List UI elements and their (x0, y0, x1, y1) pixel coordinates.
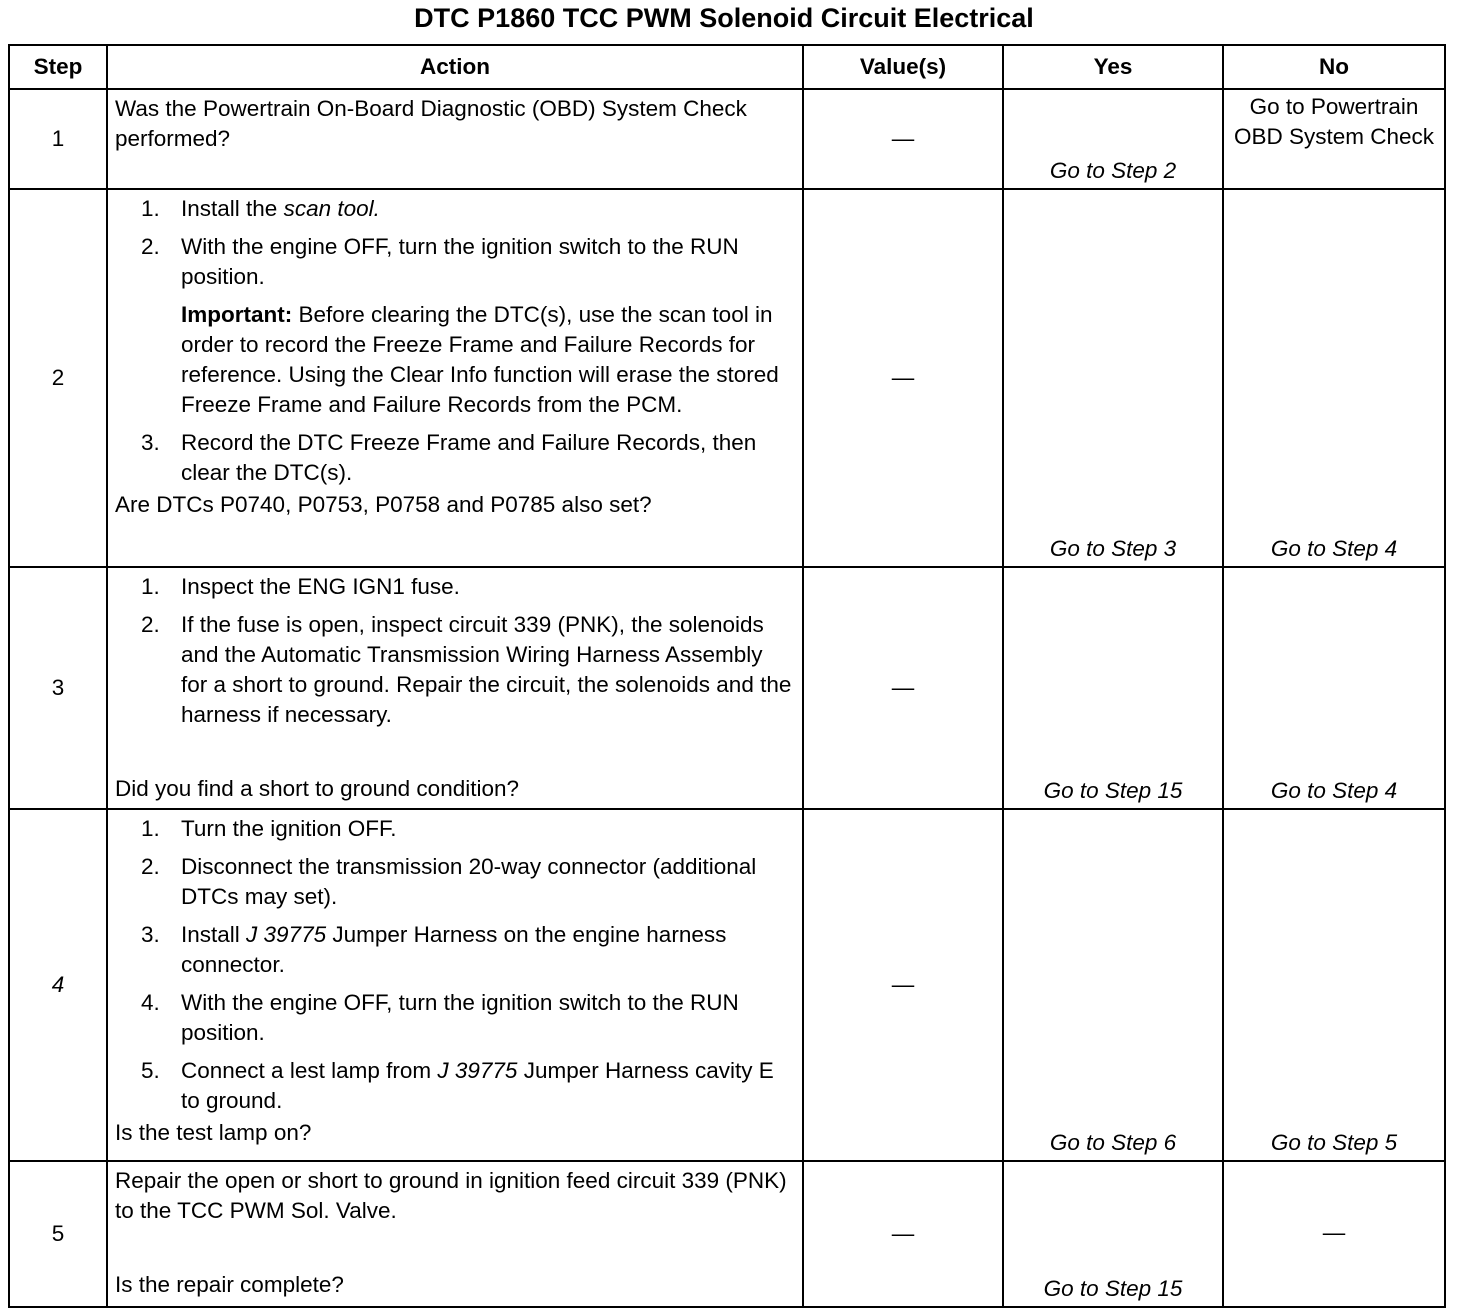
action-cell (107, 89, 803, 189)
yes-cell: Go to Step 2 (1003, 89, 1223, 189)
yes-cell: Go to Step 3 (1003, 189, 1223, 567)
step-number: 2 (9, 189, 107, 567)
action-question: Did you find a short to ground condition? (115, 776, 520, 801)
step-number: 3 (9, 567, 107, 809)
step-number: 4 (9, 809, 107, 1161)
action-question: Are DTCs P0740, P0753, P0758 and P0785 also set? (115, 492, 652, 517)
no-cell: — (1223, 1161, 1445, 1307)
action-cell (107, 1161, 803, 1307)
step-number: 5 (9, 1161, 107, 1307)
list-item: 4. With the engine OFF, turn the ignition switch to the RUN position. (141, 990, 739, 1045)
action-cell (107, 809, 803, 1161)
no-cell: Go to Step 4 (1223, 567, 1445, 809)
yes-cell: Go to Step 6 (1003, 809, 1223, 1161)
value-cell: — (803, 89, 1003, 189)
header-no: No (1223, 45, 1445, 89)
header-values: Value(s) (803, 45, 1003, 89)
list-item: 3. Record the DTC Freeze Frame and Failure Records, then clear the DTC(s). (141, 430, 757, 485)
diagnostic-table (8, 44, 1446, 1308)
action-text: Was the Powertrain On-Board Diagnostic (OBD) System Check performed? (115, 96, 747, 151)
no-cell: Go to Powertrain OBD System Check (1223, 89, 1445, 189)
list-item: 1. Install the scan tool. (141, 196, 380, 221)
table-row (9, 189, 1445, 567)
value-cell: — (803, 1161, 1003, 1307)
page-title: DTC P1860 TCC PWM Solenoid Circuit Electrical (414, 3, 1034, 33)
header-action: Action (107, 45, 803, 89)
action-list (115, 814, 792, 1116)
header-yes: Yes (1003, 45, 1223, 89)
action-list (115, 572, 792, 730)
yes-cell: Go to Step 15 (1003, 1161, 1223, 1307)
table-row (9, 809, 1445, 1161)
no-cell: Go to Step 4 (1223, 189, 1445, 567)
action-question: Is the test lamp on? (115, 1120, 312, 1145)
step-number: 1 (9, 89, 107, 189)
table-row (9, 89, 1445, 189)
table-row (9, 1161, 1445, 1307)
list-item: 3. Install J 39775 Jumper Harness on the engine harness connector. (141, 922, 727, 977)
list-item: 2. With the engine OFF, turn the ignition switch to the RUN position. (141, 234, 739, 289)
list-item: 5. Connect a lest lamp from J 39775 Jumper Harness cavity E to ground. (141, 1058, 774, 1113)
action-list (115, 428, 792, 488)
list-item: 2. If the fuse is open, inspect circuit 339 (PNK), the solenoids and the Automatic Transmission Wiring Harness Assembly for a short to ground. Repair the circuit, the solenoids and the harness if necessary. (141, 612, 792, 727)
header-row (9, 45, 1445, 89)
action-cell (107, 567, 803, 809)
yes-cell: Go to Step 15 (1003, 567, 1223, 809)
list-item: 2. Disconnect the transmission 20-way connector (additional DTCs may set). (141, 854, 757, 909)
important-note: Important: Before clearing the DTC(s), use the scan tool in order to record the Freeze Frame and Failure Records for reference. Using the Clear Info function will erase the stored Freeze Frame and Failure Records from the PCM. (181, 302, 779, 417)
list-item: 1. Inspect the ENG IGN1 fuse. (141, 574, 460, 599)
value-cell: — (803, 189, 1003, 567)
action-question: Is the repair complete? (115, 1272, 344, 1297)
no-cell: Go to Step 5 (1223, 809, 1445, 1161)
table-row (9, 567, 1445, 809)
action-text: Repair the open or short to ground in ignition feed circuit 339 (PNK) to the TCC PWM Sol. Valve. (115, 1168, 787, 1223)
action-list (115, 194, 792, 292)
list-item: 1. Turn the ignition OFF. (141, 816, 397, 841)
action-cell (107, 189, 803, 567)
value-cell: — (803, 567, 1003, 809)
header-step: Step (9, 45, 107, 89)
value-cell: — (803, 809, 1003, 1161)
